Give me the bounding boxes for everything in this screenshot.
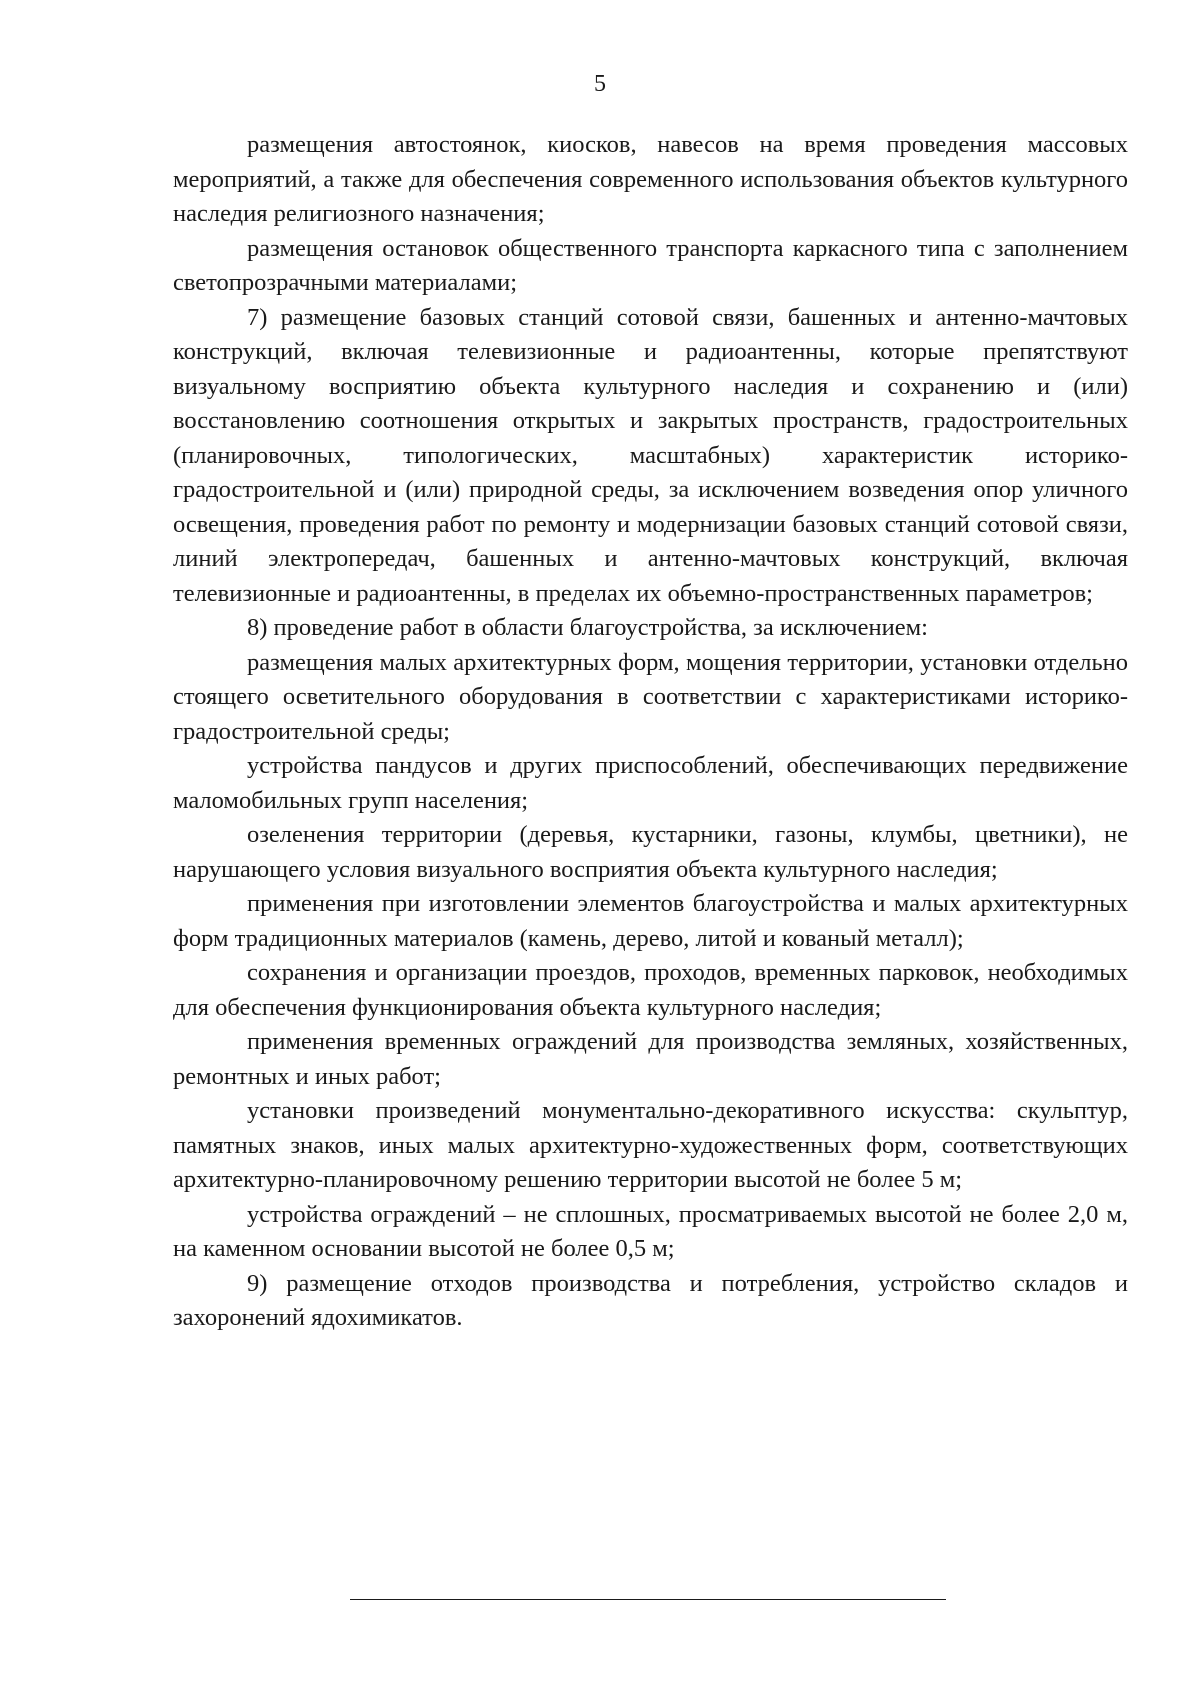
- paragraph: 7) размещение базовых станций сотовой связи, башенных и антенно-мачтовых конструкций, включая телевизионные и радиоантенны, которые препятствуют визуальному восприятию объекта культурного наследия и сохранению и (или) восстановлению соотношения открытых и закрытых пространств, градостроительных (планировочных, типологических, масштабных) характеристик историко-градостроительной и (или) природной среды, за исключением возведения опор уличного освещения, проведения работ по ремонту и модернизации базовых станций сотовой связи, линий электропередач, башенных и антенно-мачтовых конструкций, включая телевизионные и радиоантенны, в пределах их объемно-пространственных параметров;: [173, 303, 1128, 607]
- paragraph: размещения малых архитектурных форм, мощения территории, установки отдельно стоящего осветительного оборудования в соответствии с характеристиками историко-градостроительной среды;: [173, 648, 1128, 745]
- paragraph: установки произведений монументально-декоративного искусства: скульптур, памятных знаков, иных малых архитектурно-художественных форм, соответствующих архитектурно-планировочному решению территории высотой не более 5 м;: [173, 1097, 1128, 1193]
- paragraph: применения при изготовлении элементов благоустройства и малых архитектурных форм традиционных материалов (камень, дерево, литой и кованый металл);: [173, 890, 1128, 952]
- document-body: [173, 128, 1128, 1336]
- paragraph: устройства пандусов и других приспособлений, обеспечивающих передвижение маломобильных групп населения;: [173, 752, 1128, 814]
- paragraph: сохранения и организации проездов, проходов, временных парковок, необходимых для обеспечения функционирования объекта культурного наследия;: [173, 959, 1128, 1021]
- paragraph: размещения остановок общественного транспорта каркасного типа с заполнением светопрозрачными материалами;: [173, 234, 1128, 296]
- paragraph: 8) проведение работ в области благоустройства, за исключением:: [247, 614, 928, 641]
- page-number: 5: [594, 71, 606, 97]
- paragraph: устройства ограждений – не сплошных, просматриваемых высотой не более 2,0 м, на каменном основании высотой не более 0,5 м;: [173, 1200, 1128, 1262]
- end-of-document-rule: [350, 1599, 946, 1600]
- paragraph: 9) размещение отходов производства и потребления, устройство складов и захоронений ядохимикатов.: [173, 1269, 1128, 1331]
- paragraph: размещения автостоянок, киосков, навесов на время проведения массовых мероприятий, а также для обеспечения современного использования объектов культурного наследия религиозного назначения;: [173, 131, 1128, 227]
- paragraph: озеленения территории (деревья, кустарники, газоны, клумбы, цветники), не нарушающего условия визуального восприятия объекта культурного наследия;: [173, 821, 1128, 883]
- paragraph: применения временных ограждений для производства земляных, хозяйственных, ремонтных и иных работ;: [173, 1028, 1128, 1090]
